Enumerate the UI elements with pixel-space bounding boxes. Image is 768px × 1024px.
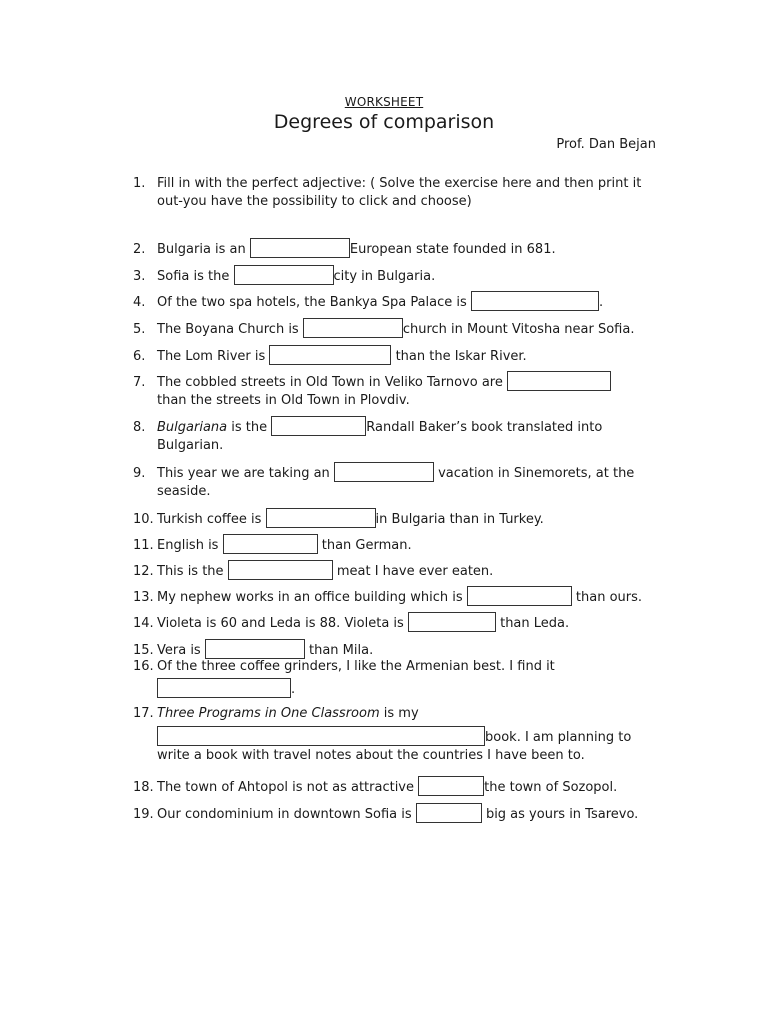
question-text: Bulgaria is an <box>157 242 246 257</box>
question-3 <box>133 265 663 286</box>
question-text: . <box>291 682 296 697</box>
answer-input-11[interactable] <box>223 534 318 554</box>
question-text: out-you have the possibility to click and choose) <box>157 194 472 209</box>
question-text: The town of Ahtopol is not as attractive <box>157 780 414 795</box>
question-text: The cobbled streets in Old Town in Veliko Tarnovo are <box>157 375 503 390</box>
question-text: than ours. <box>575 590 643 605</box>
question-15 <box>133 639 663 660</box>
answer-input-16[interactable] <box>157 678 291 698</box>
question-1 <box>133 175 663 211</box>
answer-input-7[interactable] <box>507 371 611 391</box>
question-text: than the Iskar River. <box>395 349 527 364</box>
question-number: 10. <box>133 512 154 527</box>
answer-input-5[interactable] <box>303 318 403 338</box>
question-text: city in Bulgaria. <box>333 269 436 284</box>
question-number: 14. <box>133 616 154 631</box>
book-title: Bulgariana <box>157 420 228 435</box>
question-text: European state founded in 681. <box>349 242 556 257</box>
question-2 <box>133 238 663 259</box>
answer-input-13[interactable] <box>467 586 572 606</box>
answer-input-15[interactable] <box>205 639 305 659</box>
question-17 <box>133 705 663 765</box>
answer-input-2[interactable] <box>250 238 350 258</box>
question-7 <box>133 371 663 410</box>
question-number: 12. <box>133 564 154 579</box>
answer-input-9[interactable] <box>334 462 434 482</box>
question-text: Our condominium in downtown Sofia is <box>157 807 412 822</box>
question-text: meat I have ever eaten. <box>336 564 494 579</box>
question-text: in Bulgaria than in Turkey. <box>375 512 544 527</box>
question-text: The Boyana Church is <box>157 322 299 337</box>
question-text: . <box>598 295 604 310</box>
question-text: write a book with travel notes about the countries I have been to. <box>157 748 585 763</box>
question-19 <box>133 803 663 824</box>
question-number: 3. <box>133 269 146 284</box>
question-12 <box>133 560 663 581</box>
question-5 <box>133 318 663 339</box>
answer-input-6[interactable] <box>269 345 391 365</box>
question-text: Fill in with the perfect adjective: ( Solve the exercise here and then print it <box>157 176 642 191</box>
question-text: Turkish coffee is <box>157 512 262 527</box>
worksheet-label: WORKSHEET <box>344 95 424 109</box>
question-text: My nephew works in an office building which is <box>157 590 463 605</box>
question-text: than German. <box>321 538 412 553</box>
question-number: 9. <box>133 466 146 481</box>
question-text: vacation in Sinemorets, at the <box>438 466 635 481</box>
question-16 <box>133 658 663 699</box>
question-text: Of the two spa hotels, the Bankya Spa Palace is <box>157 295 467 310</box>
question-text: This is the <box>157 564 224 579</box>
question-text: Violeta is 60 and Leda is 88. Violeta is <box>157 616 404 631</box>
question-4 <box>133 291 663 312</box>
question-10 <box>133 508 663 529</box>
question-number: 19. <box>133 807 154 822</box>
question-number: 15. <box>133 643 154 658</box>
question-text: big as yours in Tsarevo. <box>485 807 639 822</box>
question-text: than Mila. <box>309 643 374 658</box>
answer-input-4[interactable] <box>471 291 599 311</box>
question-number: 18. <box>133 780 154 795</box>
answer-input-8[interactable] <box>271 416 366 436</box>
question-text: than Leda. <box>500 616 570 631</box>
question-number: 4. <box>133 295 146 310</box>
question-text: seaside. <box>157 484 211 499</box>
answer-input-18[interactable] <box>418 776 484 796</box>
answer-input-19[interactable] <box>416 803 482 823</box>
question-text: the town of Sozopol. <box>484 780 618 795</box>
question-text: The Lom River is <box>157 349 266 364</box>
question-number: 16. <box>133 659 154 674</box>
question-9 <box>133 462 663 501</box>
question-18 <box>133 776 663 797</box>
question-text: Randall Baker’s book translated into <box>366 420 603 435</box>
question-text: book. I am planning to <box>485 730 632 745</box>
question-number: 17. <box>133 706 154 721</box>
question-number: 5. <box>133 322 146 337</box>
answer-input-17[interactable] <box>157 726 485 746</box>
question-number: 7. <box>133 375 146 390</box>
question-number: 1. <box>133 176 146 191</box>
answer-input-14[interactable] <box>408 612 496 632</box>
question-number: 2. <box>133 242 146 257</box>
question-number: 13. <box>133 590 154 605</box>
question-6 <box>133 345 663 366</box>
question-11 <box>133 534 663 555</box>
answer-input-3[interactable] <box>234 265 334 285</box>
question-number: 8. <box>133 420 146 435</box>
question-text: English is <box>157 538 219 553</box>
answer-input-10[interactable] <box>266 508 376 528</box>
question-text: church in Mount Vitosha near Sofia. <box>402 322 635 337</box>
question-text: This year we are taking an <box>157 466 330 481</box>
answer-input-12[interactable] <box>228 560 333 580</box>
question-text: Of the three coffee grinders, I like the Armenian best. I find it <box>157 659 555 674</box>
question-text: Sofia is the <box>157 269 230 284</box>
author-name: Prof. Dan Bejan <box>556 137 656 152</box>
question-14 <box>133 612 663 633</box>
book-title: Three Programs in One Classroom <box>157 706 380 721</box>
question-text: is the <box>227 420 268 435</box>
question-13 <box>133 586 663 607</box>
page-title: Degrees of comparison <box>273 111 495 133</box>
question-8 <box>133 416 663 455</box>
question-text: than the streets in Old Town in Plovdiv. <box>157 393 410 408</box>
question-text: is my <box>379 706 419 721</box>
question-number: 6. <box>133 349 146 364</box>
question-number: 11. <box>133 538 154 553</box>
question-text: Vera is <box>157 643 201 658</box>
question-text: Bulgarian. <box>157 438 224 453</box>
